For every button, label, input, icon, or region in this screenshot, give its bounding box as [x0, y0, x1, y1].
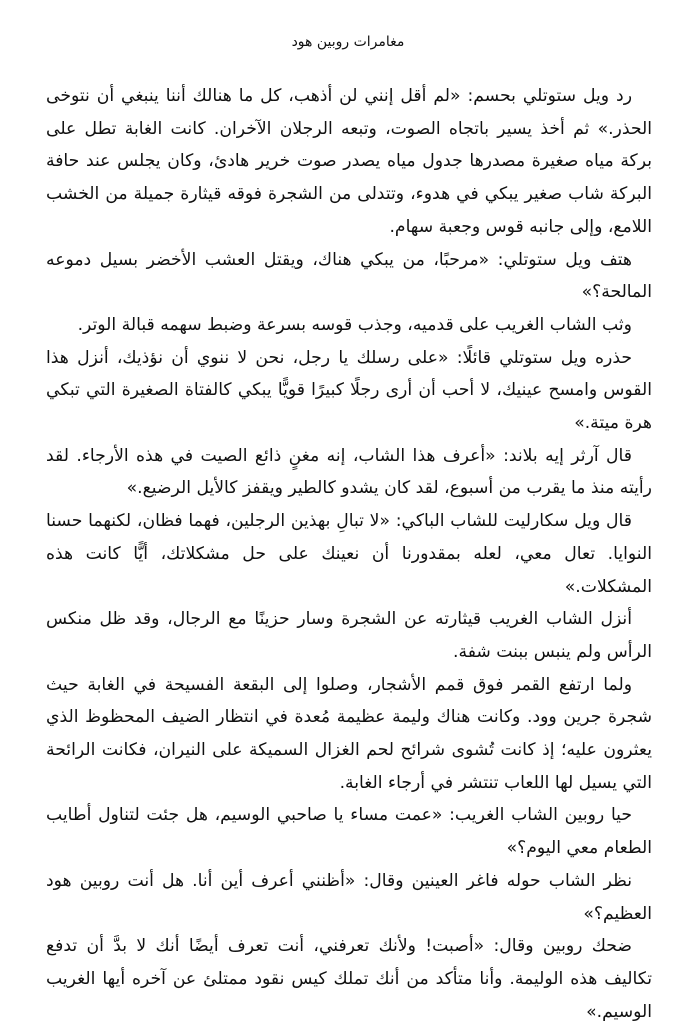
paragraph-4: حذره ويل ستوتلي قائلًا: «على رسلك يا رجل، نحن لا ننوي أن نؤذيك، أنزل هذا القوس وامسح عينيك، لا أحب أن أرى رجلًا كبيرًا قويًّا يبكي كالفتاة الصغيرة التي تبكي هرة ميتة.» — [46, 347, 652, 434]
paragraph-5: قال آرثر إيه بلاند: «أعرف هذا الشاب، إنه مغنٍ ذائع الصيت في هذه الأرجاء. لقد رأيته منذ ما يقرب من أسبوع، لقد كان يشدو كالطير ويقفز كالأيل الرضيع.» — [46, 445, 652, 499]
paragraph-9: حيا روبين الشاب الغريب: «عمت مساء يا صاحبي الوسيم، هل جئت لتناول أطايب الطعام معي اليوم؟» — [46, 805, 652, 859]
paragraph-7: أنزل الشاب الغريب قيثارته عن الشجرة وسار حزينًا مع الرجال، وقد ظل منكس الرأس ولم ينبس ببنت شفة. — [46, 609, 652, 662]
paragraph-1: رد ويل ستوتلي بحسم: «لم أقل إنني لن أذهب، كل ما هنالك أننا ينبغي أن نتوخى الحذر.» ثم أخذ يسير باتجاه الصوت، وتبعه الرجلان الآخران. كانت الغابة تطل على بركة مياه صغيرة مصدرها جدول مياه يصدر صوت خرير هادئ، وكان يجلس عند حافة البركة شاب صغير يبكي في هدوء، وتتدلى من الشجرة فوقه قيثارة جميلة من الخشب اللامع، وإلى جانبه قوس وجعبة سهام. — [46, 86, 652, 237]
paragraph-10: نظر الشاب حوله فاغر العينين وقال: «أظنني أعرف أين أنا. هل أنت روبين هود العظيم؟» — [46, 870, 652, 924]
paragraph-8: ولما ارتفع القمر فوق قمم الأشجار، وصلوا إلى البقعة الفسيحة في الغابة حيث شجرة جرين وود. وكانت هناك وليمة عظيمة مُعدة في انتظار الضيف المحظوظ الذي يعثرون عليه؛ إذ كانت تُشوى شرائح لحم الغزال السميكة على النيران، فكانت الرائحة التي يسيل لها اللعاب تنتشر في أرجاء الغابة. — [46, 674, 652, 793]
running-title: مغامرات روبين هود — [291, 34, 405, 50]
paragraph-6: قال ويل سكارليت للشاب الباكي: «لا تبالِ بهذين الرجلين، فهما فظان، لكنهما حسنا النوايا. تعال معي، لعله بمقدورنا أن نعينك على حل مشكلاتك، أيًّا كانت هذه المشكلات.» — [46, 511, 652, 597]
paragraph-11: ضحك روبين وقال: «أصبت! ولأنك تعرفني، أنت تعرف أيضًا أنك لا بدَّ أن تدفع تكاليف هذه الوليمة. وأنا متأكد من أنك تملك كيس نقود ممتلئ عن آخره أيها الغريب الوسيم.» — [46, 936, 652, 1022]
paragraph-3: وثب الشاب الغريب على قدميه، وجذب قوسه بسرعة وضبط سهمه قبالة الوتر. — [77, 314, 632, 335]
paragraph-2: هتف ويل ستوتلي: «مرحبًا، من يبكي هناك، ويقتل العشب الأخضر بسيل دموعه المالحة؟» — [46, 249, 652, 303]
body-text — [46, 80, 652, 1028]
